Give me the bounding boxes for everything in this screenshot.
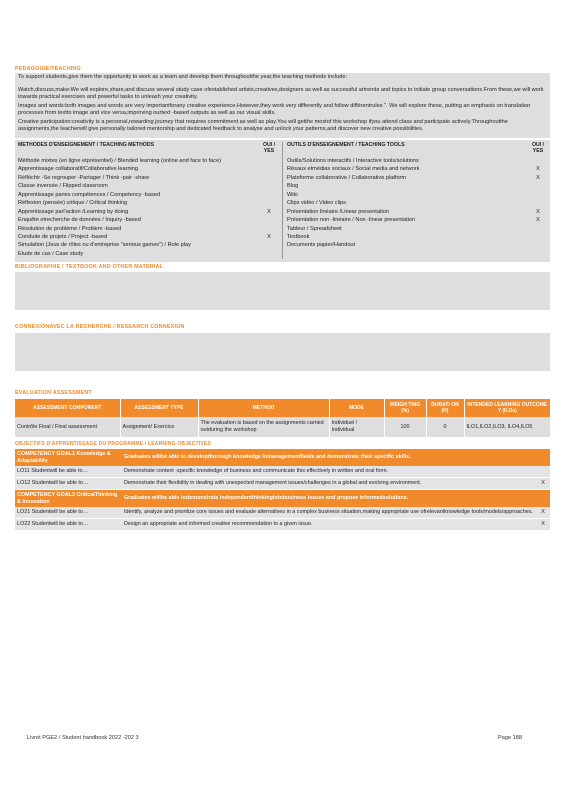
teaching-tool-item-mark: X — [536, 208, 540, 215]
teaching-method-item-label: Etude de cas / Case study — [18, 250, 84, 257]
competency-goal-name: COMPETENCY GOAL1 Knowledge & Adaptability — [15, 449, 122, 467]
teaching-tool-item — [287, 217, 547, 224]
pedagogy-paragraph-images: Images and words:both images and words are very importantforany creative experience.However,they work very differently and follow différentrules ". We will explore these, putting an emphasis on translation processes from textto image and vice versa,improving ourtext -based outputs as well as our visual skills. — [18, 102, 531, 116]
teaching-method-item-mark — [260, 217, 278, 224]
competency-goal-description: Graduates willbe able todemonstrate independentthinkingintobusiness issues and propose informedsolutions. — [122, 489, 536, 507]
teaching-tool-item — [287, 183, 547, 190]
teaching-tool-item-label: Blog — [287, 183, 299, 190]
teaching-method-item-label: Apprentissage paries compétences / Competency -based — [18, 191, 161, 198]
teaching-tools-header: OUTILS D'ENSEIGNEMENT / TEACHING TOOLS — [287, 141, 405, 148]
evaluation-row — [15, 417, 550, 437]
learning-objective-code: LO12 Studentwill be able to… — [15, 478, 122, 490]
learning-objective-mark: X — [536, 507, 550, 518]
eval-weighting: 100 — [384, 417, 426, 437]
teaching-method-item — [18, 183, 278, 190]
teaching-methods-column — [18, 142, 278, 260]
learning-objective-mark: X — [536, 478, 550, 490]
teaching-tools-list — [287, 158, 547, 250]
evaluation-title: EVALUATION ASSESSMENT — [15, 389, 92, 396]
methods-tools-block — [15, 140, 550, 263]
teaching-method-item-mark — [260, 183, 278, 190]
oui-yes-header: OUI / YES — [531, 141, 545, 155]
eval-ilos: ILO1,ILO2,ILO3, ILO4,ILO5 — [464, 417, 550, 437]
learning-objective-mark — [536, 466, 550, 477]
learning-objective-code: LO21 Studentwill be able to… — [15, 507, 122, 518]
teaching-method-item — [18, 158, 278, 165]
teaching-method-item — [18, 200, 278, 207]
teaching-tool-item-mark — [529, 242, 547, 249]
teaching-tool-item-label: Clips vidéo / Video clips — [287, 200, 346, 207]
eval-duration: 0 — [426, 417, 464, 437]
teaching-method-item-label: Réfléchir -Se regrouper -Partager / Think -pair -share — [18, 174, 150, 181]
teaching-tool-item — [287, 209, 547, 216]
learning-objective-description: Demonstrate their flexibility in dealing with unexpected management issues/challenges in a global and evolving environment. — [122, 478, 536, 490]
teaching-tool-item-mark — [529, 234, 547, 241]
teaching-tool-item — [287, 242, 547, 249]
learning-objective-description: Design an appropriate and informed creative recommendation to a given issue. — [122, 519, 536, 531]
teaching-tool-item-label: Documents papier/Handout — [287, 242, 356, 249]
teaching-method-item — [18, 217, 278, 224]
bibliography-title: BIBLIOGRAPHIE / TEXTBOOK AND OTHER MATERIAL — [15, 264, 164, 271]
teaching-tool-item-label: Résaux etmédias sociaux / Social media and network — [287, 166, 420, 173]
objectives-table — [15, 449, 550, 531]
teaching-tool-item — [287, 226, 547, 233]
teaching-method-item — [18, 242, 278, 249]
teaching-method-item-mark — [260, 251, 278, 258]
teaching-tool-item-label: Wiki — [287, 191, 298, 198]
teaching-method-item — [18, 209, 278, 216]
teaching-tool-item — [287, 192, 547, 199]
teaching-method-item-mark — [260, 175, 278, 182]
research-title: CONNEXIONAVEC LA RECHERCHE / RESEARCH CONNEXION — [15, 324, 185, 331]
teaching-method-item-label: Conduite de projets / Project -based — [18, 234, 108, 240]
teaching-tool-item-label: Plateforme collaborative / Collaborative platform — [287, 174, 407, 181]
teaching-tool-item-label: Présentation non -linéaire / Non -linear presentation — [287, 217, 416, 224]
teaching-tool-item-label: Présentation linéaire /Linear presentation — [287, 208, 389, 215]
competency-goal-row — [15, 449, 550, 467]
learning-objective-row — [15, 507, 550, 518]
competency-goal-description: Graduates willbe able to developthorough knowledge inmanagementfields and demonstrate their specific skills. — [122, 449, 536, 467]
teaching-tool-item-mark — [529, 183, 547, 190]
teaching-tool-item-mark: X — [536, 217, 540, 224]
teaching-tool-item — [287, 175, 547, 182]
teaching-method-item — [18, 192, 278, 199]
teaching-method-item-label: Réflexion (pensée) critique / Critical thinking — [18, 200, 128, 207]
teaching-tool-item-mark: X — [536, 174, 540, 181]
teaching-method-item-mark — [260, 166, 278, 173]
eval-header-mode: MODE — [329, 399, 384, 418]
eval-header-duration: DURATI ON (H) — [426, 399, 464, 418]
teaching-method-item — [18, 234, 278, 241]
teaching-tool-item — [287, 166, 547, 173]
evaluation-table — [15, 399, 550, 437]
teaching-method-item-mark — [260, 242, 278, 249]
learning-objective-description: Identify, analyze and prioritize core issues and evaluate alternatives in a complex business situation,making appropriate use ofrelevantknowledge tools/models/approaches. — [122, 507, 536, 518]
teaching-tool-item-label: Outils/Solutions interactifs / Interactive tools/solutions — [287, 157, 419, 164]
teaching-method-item-label: Simulation (Jeux de rôles ou d'entreprise "serious games") / Role play — [18, 242, 191, 249]
eval-header-weighting: WEIGH TING (%) — [384, 399, 426, 418]
teaching-method-item-label: Enquête etrecherche de données / Inquiry -based — [18, 217, 141, 224]
footer-page-number: Page 188 — [498, 735, 522, 741]
learning-objective-description: Demonstrate context -specific knowledge of business and communicate this effectively in written and oral form. — [122, 466, 536, 477]
teaching-method-item-mark: X — [267, 234, 271, 240]
eval-header-component: ASSESSMENT COMPONENT — [15, 399, 120, 418]
eval-header-type: ASSESSMENT TYPE — [120, 399, 198, 418]
learning-objective-row — [15, 519, 550, 531]
evaluation-header-row — [15, 399, 550, 418]
teaching-method-item — [18, 251, 278, 258]
footer-handbook-label: Livret PGE2 / Student handbook 2022 -202 3 — [27, 735, 139, 741]
research-box — [15, 333, 550, 371]
teaching-tool-item-mark: X — [536, 166, 540, 173]
teaching-tool-item-mark — [529, 158, 547, 165]
competency-goal-row — [15, 489, 550, 507]
teaching-method-item-mark — [260, 192, 278, 199]
page-footer — [27, 735, 522, 742]
teaching-method-item-label: Apprentissage collaboratif/Collaborative learning — [18, 166, 139, 173]
teaching-method-item-mark — [260, 158, 278, 165]
teaching-tool-item-label: Tableur / Spreadsheet — [287, 225, 342, 232]
teaching-tool-item — [287, 200, 547, 207]
teaching-tools-column — [287, 142, 547, 260]
teaching-tool-item-label: Textbook — [287, 234, 310, 240]
handbook-page — [15, 66, 550, 531]
pedagogy-title: PEDAGOGIE/TEACHING — [15, 66, 81, 72]
learning-objective-mark: X — [536, 519, 550, 531]
teaching-method-item-label: Résolution de problème / Problem -based — [18, 225, 122, 232]
pedagogy-block — [15, 73, 550, 138]
teaching-method-item-label: Classe inversée / Flipped classroom — [18, 183, 108, 190]
teaching-tool-item — [287, 158, 547, 165]
learning-objective-code: LO22 Studentwill be able to… — [15, 519, 122, 531]
learning-objective-row — [15, 478, 550, 490]
eval-type: Assignment/ Exercice — [120, 417, 198, 437]
teaching-tool-item-mark — [529, 200, 547, 207]
eval-header-ilos: INTENDED LEARNING OUTCOME Y (ILOs) — [464, 399, 550, 418]
eval-header-method: METHOD — [198, 399, 329, 418]
teaching-method-item-mark: X — [267, 208, 271, 215]
competency-goal-name: COMPETENCY GOAL2 CriticalThinking & Innovation — [15, 489, 122, 507]
teaching-method-item — [18, 226, 278, 233]
learning-objective-code: LO11 Studentwill be able to… — [15, 466, 122, 477]
eval-method: The evaluation is based on the assignments carried outduring the workshop — [198, 417, 329, 437]
pedagogy-paragraph-participation: Creative participation:creativity is a personal,rewarding journey that requires commitment as well as play.You will getthe mostof this workshop ifyou attend class and participate actively.Throughoutthe assignments,the teacherwill give personally tailored mentorship and dedicated feedback to analyse and unlock your patterns,and discover new creative possibilities. — [18, 118, 508, 132]
teaching-methods-list — [18, 158, 278, 258]
teaching-method-item-mark — [260, 226, 278, 233]
teaching-tool-item — [287, 234, 547, 241]
learning-objective-row — [15, 466, 550, 477]
eval-mode: Individuel / Individual — [329, 417, 384, 437]
pedagogy-intro: To support students,give them the opportunity to work as a team and develop them throughoutthe year,the teaching methods include: — [18, 73, 347, 80]
teaching-methods-header: METHODES D'ENSEIGNEMENT / TEACHING METHODS — [18, 141, 155, 148]
teaching-method-item — [18, 166, 278, 173]
bibliography-box — [15, 272, 550, 310]
teaching-method-item-label: Méthode mixtes (en ligne etprésentiel) / Blended learning (online and face to face) — [18, 157, 222, 164]
oui-yes-header: OUI / YES — [262, 141, 276, 155]
teaching-method-item-label: Apprentissage parl'action /Learning by doing — [18, 208, 129, 215]
teaching-method-item-mark — [260, 200, 278, 207]
teaching-tool-item-mark — [529, 192, 547, 199]
eval-component: Contrôle Final / Final assessment — [15, 417, 120, 437]
objectives-title: OBJECTIFS D'APPRENTISSAGE DU PROGRAMME / LEARNING OBJECTIVES — [15, 440, 211, 447]
pedagogy-paragraph-watch: Watch,discuss,make:We will explore,share,and discuss several study case ofestablished artists,creatives,designers as well as successful artrends and topics to initiate group conversations.From these,we will work towards practical exercises and powerful tasks to unleash your creativity. — [18, 86, 544, 100]
teaching-method-item — [18, 175, 278, 182]
teaching-tool-item-mark — [529, 226, 547, 233]
